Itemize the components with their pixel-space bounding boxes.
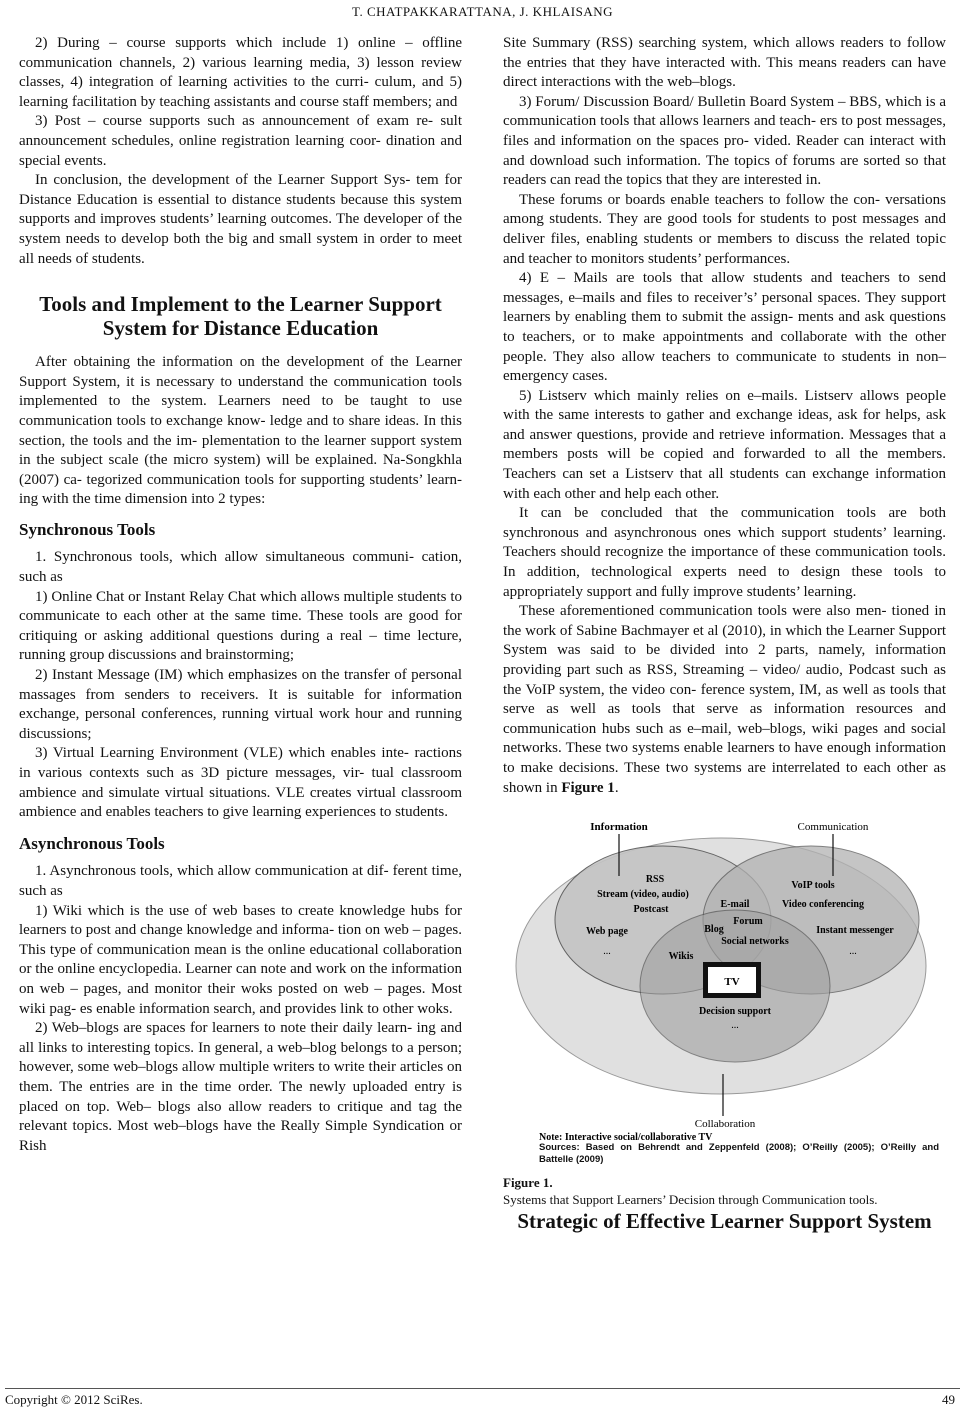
right-column xyxy=(503,34,946,1232)
tv-icon xyxy=(703,962,761,998)
paragraph: 2) During – course supports which include 1) online – offline communication channels, 2) various learning media, 3) lesson review classes, 4) integration of learning activities to the curri- culum, and 5) learning facilitation by teaching assistants and course staff members; and xyxy=(19,35,462,110)
label-communication: Communication xyxy=(797,821,869,834)
paragraph: 2) Instant Message (IM) which emphasizes on the transfer of personal massages from senders to receivers. It is suitable for information exchange, personal conferences, running virtual work hour and running discussions; xyxy=(19,667,462,742)
label-dots-right: ... xyxy=(849,946,857,958)
label-video-conferencing: Video conferencing xyxy=(782,899,864,911)
figure-caption xyxy=(503,1174,946,1208)
footer-copyright: Copyright © 2012 SciRes. xyxy=(5,1392,143,1407)
paragraph: 3) Post – course supports such as announcement of exam re- sult announcement schedules, online registration learning coor- dination and special events. xyxy=(19,113,462,169)
label-information: Information xyxy=(590,821,648,834)
page-number: 49 xyxy=(942,1392,955,1407)
section-heading: Tools and Implement to the Learner Support System for Distance Education xyxy=(39,292,442,341)
figure-caption-label: Figure 1. xyxy=(503,1175,553,1191)
label-email: E-mail xyxy=(720,899,750,911)
paragraph xyxy=(503,602,946,798)
running-head: T. CHATPAKKARATTANA, J. KHLAISANG xyxy=(351,4,614,19)
label-tv: TV xyxy=(724,976,740,989)
paragraph: 4) E – Mails are tools that allow students and teachers to send messages, e–mails and files to receiver’s’ personal spaces. They support learners by enabling them to submit the assign- ments and ask questions to teachers, or to make appointments and collaborate with the other people. They also allow teachers to communicate to students in non–emergency cases. xyxy=(503,270,946,385)
label-social-networks: Social networks xyxy=(721,936,789,948)
label-web-page: Web page xyxy=(586,926,628,938)
paragraph: 1. Synchronous tools, which allow simultaneous communi- cation, such as xyxy=(19,549,462,586)
paragraph: In conclusion, the development of the Learner Support Sys- tem for Distance Education is essential to distance students because this system supports and improves students’ learning outcomes. The developer of the system needs to develop both the big and small system in order to meet all needs of students. xyxy=(19,172,462,267)
paragraph: 2) Web–blogs are spaces for learners to note their daily learn- ing and all links to interesting topics. In general, a web–blog belongs to a person; however, some web–blogs allow multiple writers to write their articles on them. The entries are in the time order. The newly uploaded entry is placed on top. Web– blogs also allow readers to critique and tag the relevant topics. Most web–blogs have the Really Simple Syndication or Rish xyxy=(19,1020,462,1154)
label-decision-support: Decision support xyxy=(699,1006,771,1018)
paragraph: 3) Virtual Learning Environment (VLE) which enables inte- ractions in various contexts such as 3D picture messages, vir- tual classroom ambience and simulate virtual situations. VLE creates virtual classroom ambience and enables teachers to give learning experiences to students. xyxy=(19,745,462,821)
label-forum: Forum xyxy=(733,916,763,928)
label-dots-bottom: ... xyxy=(731,1020,739,1032)
label-instant-messenger: Instant messenger xyxy=(816,925,894,937)
label-postcast: Postcast xyxy=(633,904,669,916)
section-heading: Strategic of Effective Learner Support System xyxy=(517,1209,932,1234)
label-wikis: Wikis xyxy=(668,951,694,963)
paragraph-text: These aforementioned communication tools were also men- tioned in the work of Sabine Bachmayer et al (2010), in which the Learner Support System was said to be divided into 2 parts, namely, information providing part such as RSS, Streaming – video/ audio, Podcast such as the VoIP system, the video con- ference system, IM, as well as tools that serve as well as tools that serve as information resources and communication hubs such as e–mail, web–blogs, wiki pages and social networks. These two systems enable learners to have enough information to make decisions. These two systems are interrelated to each other as shown in xyxy=(503,603,946,796)
label-rss: RSS xyxy=(645,874,665,886)
venn-diagram xyxy=(503,816,946,1146)
paragraph: Site Summary (RSS) searching system, which allows readers to follow the entries that they have interacted with. This means readers can have direct interactions with the web–blogs. xyxy=(503,35,946,91)
paragraph-end: . xyxy=(614,779,619,796)
label-voip: VoIP tools xyxy=(791,880,835,892)
figure-caption-text: Systems that Support Learners’ Decision through Communication tools. xyxy=(503,1192,878,1208)
label-collaboration: Collaboration xyxy=(694,1118,756,1131)
paragraph: 1. Asynchronous tools, which allow communication at dif- ferent time, such as xyxy=(19,863,462,899)
figure-note: Note: Interactive social/collaborative TV xyxy=(539,1132,713,1144)
paragraph: 1) Wiki which is the use of web bases to create knowledge hubs for learners to post and change knowledge and informa- tion on web – pages. This type of communication mean is the online educational collaboration or the online encyclopedia. Learner can note and work on the information on web – pages, and monitor their woks posted on web – pages. Most wiki pag- es enable information search, and provides link to other woks. xyxy=(19,902,462,1017)
footer-rule xyxy=(5,1388,960,1389)
paragraph: 3) Forum/ Discussion Board/ Bulletin Board System – BBS, which is a communication tools that allows learners and teach- ers to post messages, files and information on the spaces pro- vided. Reader can interact with and download such information. The topics of forums are sorted so that readers can read the topics that they are interested in. xyxy=(503,93,946,189)
figure-sources: Sources: Based on Behrendt and Zeppenfeld (2008); O’Reilly (2005); O’Reilly and Battelle (2009) xyxy=(539,1142,939,1166)
subsection-heading: Synchronous Tools xyxy=(19,519,156,539)
label-stream: Stream (video, audio) xyxy=(597,889,689,901)
left-column xyxy=(19,34,462,1156)
subsection-heading: Asynchronous Tools xyxy=(19,833,165,853)
paragraph: 5) Listserv which mainly relies on e–mails. Listserv allows people with the same interests to gather and exchange ideas, ask for helps, ask and answer questions, provide and retrieve information. Messages that a members posts will be copied and forwarded to all the members. Teachers can set a Listserv that all students can exchange information with each other and help each other. xyxy=(503,387,946,502)
paragraph: 1) Online Chat or Instant Relay Chat which allows multiple students to communicate to each other at the same time. These tools are good for critiquing or asking additional questions during a real – time lecture, running group discussions and brainstorming; xyxy=(19,588,462,664)
figure-1 xyxy=(503,816,946,1166)
figure-reference: Figure 1 xyxy=(561,779,615,796)
label-dots-left: ... xyxy=(603,946,611,958)
label-blog: Blog xyxy=(704,924,724,936)
paragraph: It can be concluded that the communication tools are both synchronous and asynchronous ones which support students’ learning. Teachers should recognize the importance of these communication tools. In addition, technological experts need to design these tools to appropriately support and fully improve students’ learning. xyxy=(503,505,946,600)
paragraph: After obtaining the information on the development of the Learner Support System, it is necessary to understand the communication tools implemented to the system. Learners need to be taught to use communication tools to exchange know- ledge and to share ideas. In this section, the tools and the im- plementation to the learner support system in the subject scale (the micro system) will be explained. Na-Songkhla (2007) ca- tegorized communication tools for supporting students’ learn- ing with the time dimension into 2 types: xyxy=(19,354,462,508)
paragraph: These forums or boards enable teachers to follow the con- versations among students. They are good tools for students to post messages and deliver files, enabling students or members to discuss the related topic and teacher to monitors students’ performances. xyxy=(503,191,946,267)
